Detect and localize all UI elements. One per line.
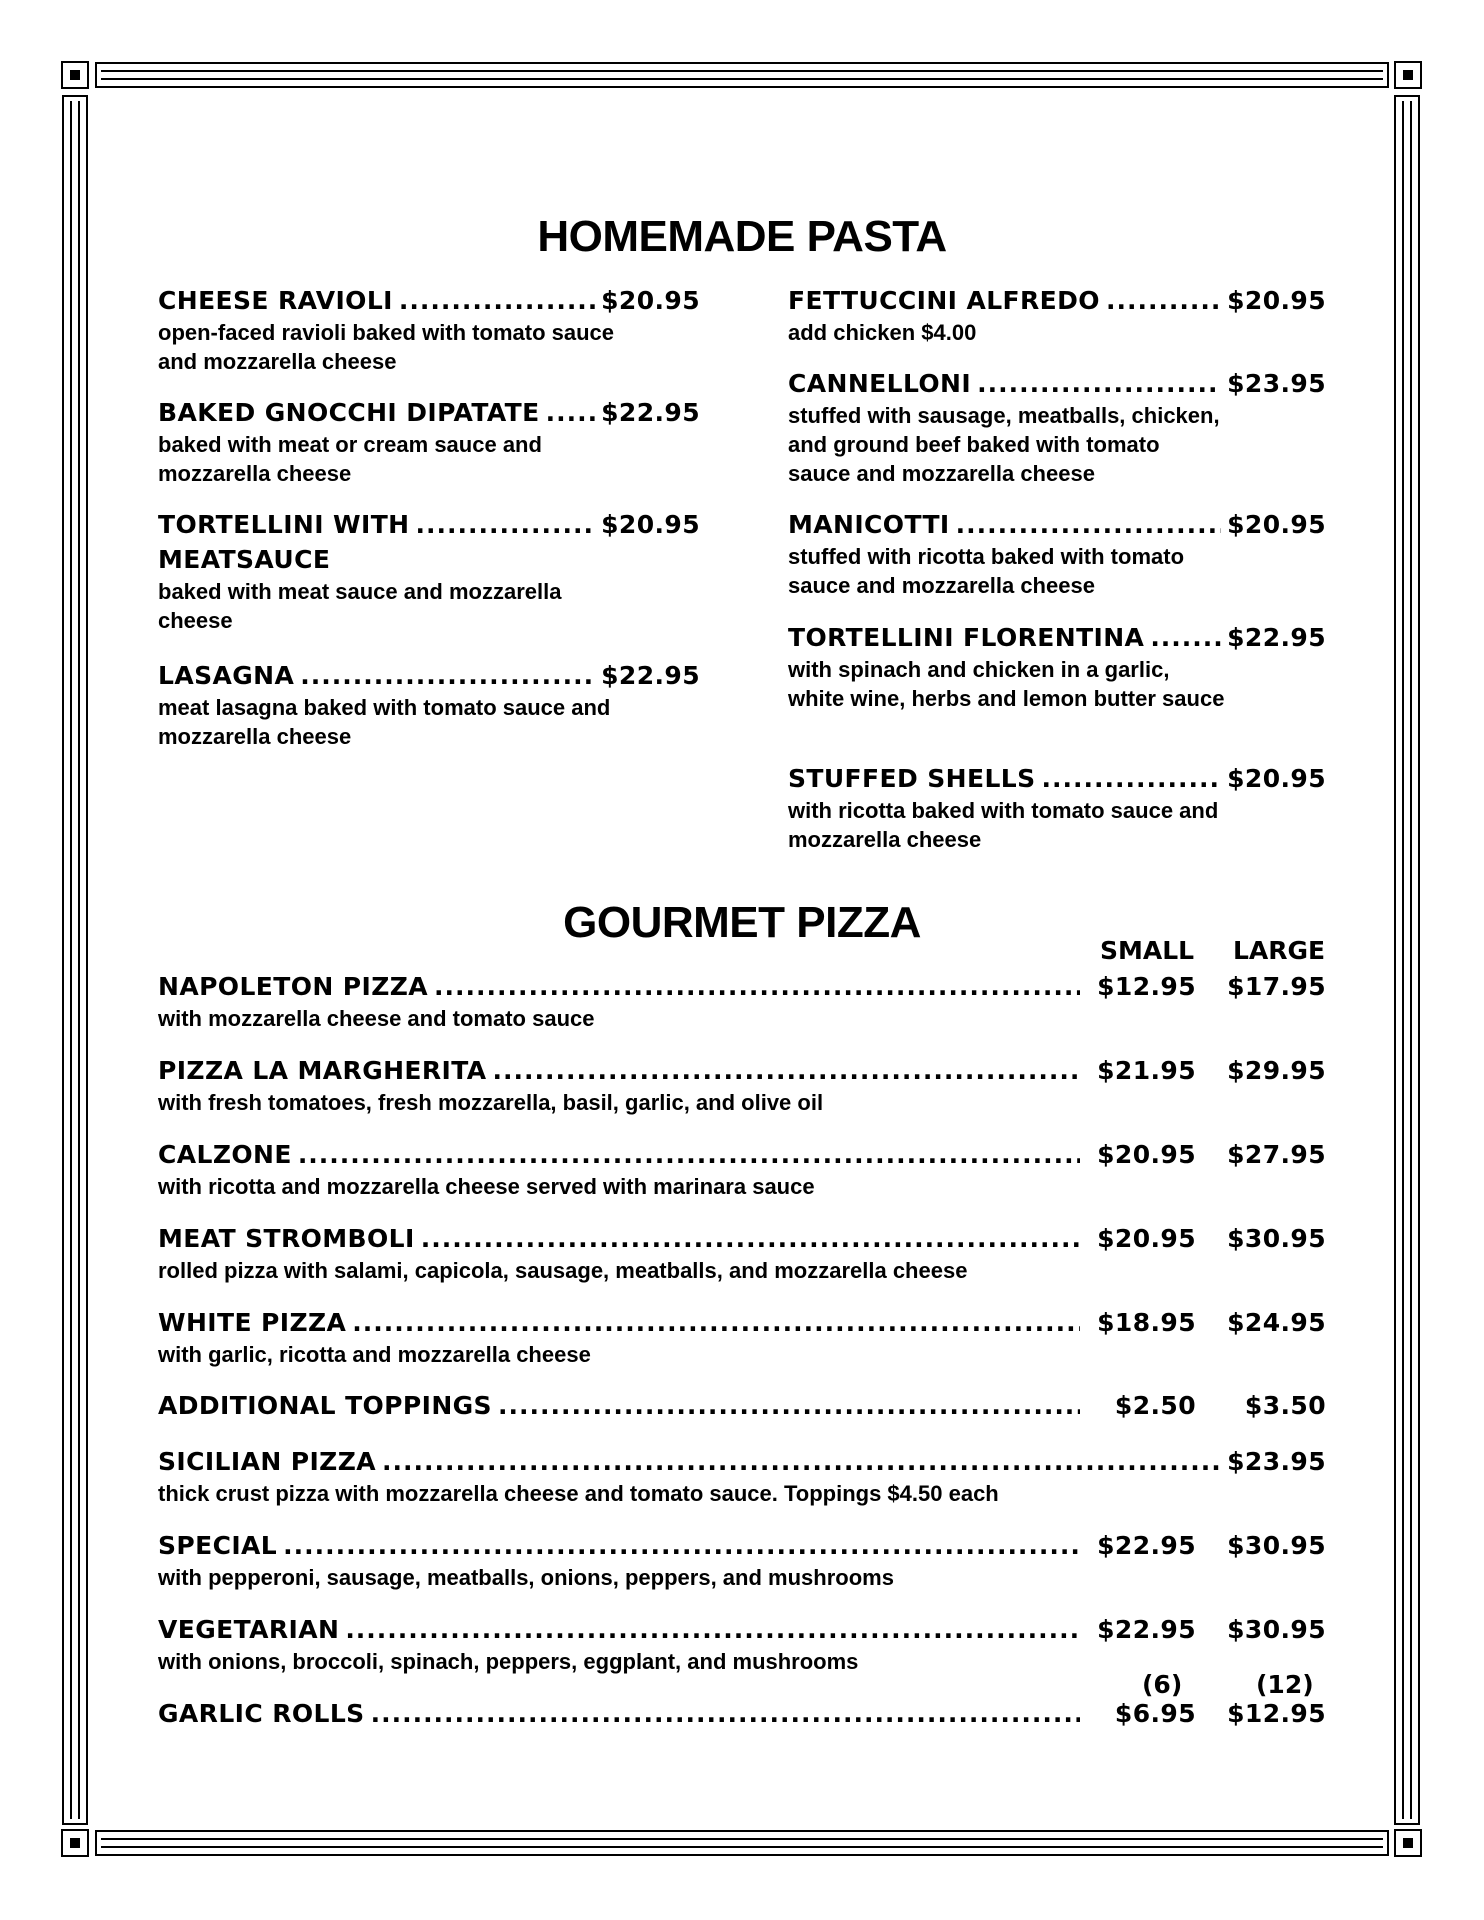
dot-leader	[283, 1531, 1080, 1560]
item-name: TORTELLINI FLORENTINA	[788, 623, 1145, 652]
small-price: $20.95	[1097, 1140, 1196, 1169]
item-price: $20.95	[601, 286, 700, 315]
item-name: FETTUCCINI ALFREDO	[788, 286, 1100, 315]
item-price: $22.95	[601, 661, 700, 690]
frame-left-inner	[70, 101, 80, 1819]
large-price: $30.95	[1227, 1531, 1326, 1560]
item-description: with onions, broccoli, spinach, peppers, eggplant, and mushrooms	[158, 1649, 859, 1674]
item-name-continued: MEATSAUCE	[158, 545, 331, 574]
menu-item-tortellini-florentina	[788, 623, 1326, 713]
frame-top-inner	[101, 70, 1383, 80]
small-price: $6.95	[1114, 1699, 1196, 1728]
item-name: BAKED GNOCCHI DIPATATE	[158, 398, 540, 427]
garlic-rolls-small-count: (6)	[1142, 1670, 1183, 1699]
item-description: open-faced ravioli baked with tomato sauce and mozzarella cheese	[158, 320, 614, 374]
frame-corner-top-left	[61, 61, 89, 89]
item-name: TORTELLINI WITH	[158, 510, 410, 539]
large-price: $12.95	[1227, 1699, 1326, 1728]
item-price: $23.95	[1227, 369, 1326, 398]
item-description: add chicken $4.00	[788, 320, 977, 345]
pizza-item	[158, 1308, 1326, 1369]
small-price: $21.95	[1097, 1056, 1196, 1085]
menu-item-baked-gnocchi	[158, 398, 700, 488]
large-price: $23.95	[1227, 1447, 1326, 1476]
item-name: MEAT STROMBOLI	[158, 1224, 415, 1253]
pizza-item	[158, 1391, 1326, 1420]
menu-item-fettuccini-alfredo	[788, 286, 1326, 347]
frame-bottom-inner	[101, 1838, 1383, 1848]
menu-item-cannelloni	[788, 369, 1326, 488]
item-description: with ricotta baked with tomato sauce and mozzarella cheese	[788, 798, 1219, 852]
small-price: $22.95	[1097, 1615, 1196, 1644]
item-description: with pepperoni, sausage, meatballs, onions, peppers, and mushrooms	[158, 1565, 894, 1590]
item-name: ADDITIONAL TOPPINGS	[158, 1391, 492, 1420]
item-price: $20.95	[1227, 510, 1326, 539]
item-name: WHITE PIZZA	[158, 1308, 347, 1337]
menu-item-lasagna	[158, 661, 700, 751]
dot-leader	[352, 1308, 1080, 1337]
item-name: NAPOLETON PIZZA	[158, 972, 429, 1001]
frame-right-inner	[1402, 101, 1412, 1819]
dot-leader	[434, 972, 1080, 1001]
item-name: CHEESE RAVIOLI	[158, 286, 393, 315]
large-price: $27.95	[1227, 1140, 1326, 1169]
item-description: baked with meat sauce and mozzarella cheese	[158, 579, 562, 633]
pasta-section-title: HOMEMADE PASTA	[537, 212, 947, 261]
pizza-item	[158, 1615, 1326, 1676]
item-description: rolled pizza with salami, capicola, sausage, meatballs, and mozzarella cheese	[158, 1258, 968, 1283]
item-description: meat lasagna baked with tomato sauce and mozzarella cheese	[158, 695, 611, 749]
pizza-item	[158, 1056, 1326, 1117]
item-price: $20.95	[1227, 764, 1326, 793]
frame-corner-top-right	[1394, 61, 1422, 89]
garlic-rolls-large-count: (12)	[1256, 1670, 1314, 1699]
item-description: with garlic, ricotta and mozzarella cheese	[158, 1342, 591, 1367]
dot-leader	[421, 1224, 1080, 1253]
item-name: LASAGNA	[158, 661, 295, 690]
item-name: CANNELLONI	[788, 369, 972, 398]
menu-item-stuffed-shells	[788, 764, 1326, 854]
large-price: $17.95	[1227, 972, 1326, 1001]
item-description: thick crust pizza with mozzarella cheese and tomato sauce. Toppings $4.50 each	[158, 1481, 999, 1506]
pizza-item	[158, 972, 1326, 1033]
item-name: STUFFED SHELLS	[788, 764, 1036, 793]
item-price: $22.95	[1227, 623, 1326, 652]
item-name: SICILIAN PIZZA	[158, 1447, 376, 1476]
large-price: $30.95	[1227, 1224, 1326, 1253]
dot-leader	[498, 1391, 1080, 1420]
large-price: $24.95	[1227, 1308, 1326, 1337]
large-price: $3.50	[1244, 1391, 1326, 1420]
dot-leader	[345, 1615, 1080, 1644]
pizza-item	[158, 1531, 1326, 1592]
item-name: MANICOTTI	[788, 510, 950, 539]
frame-corner-bottom-left	[61, 1829, 89, 1857]
small-price: $18.95	[1097, 1308, 1196, 1337]
item-description: with fresh tomatoes, fresh mozzarella, basil, garlic, and olive oil	[158, 1090, 824, 1115]
item-description: stuffed with ricotta baked with tomato sauce and mozzarella cheese	[788, 544, 1185, 598]
item-price: $20.95	[601, 510, 700, 539]
dot-leader	[298, 1140, 1080, 1169]
dot-leader	[493, 1056, 1080, 1085]
menu-item-tortellini-meatsauce	[158, 510, 700, 635]
item-name: GARLIC ROLLS	[158, 1699, 365, 1728]
item-price: $20.95	[1227, 286, 1326, 315]
dot-leader	[371, 1699, 1080, 1728]
item-description: with ricotta and mozzarella cheese served with marinara sauce	[158, 1174, 815, 1199]
pizza-section-title: GOURMET PIZZA	[563, 898, 921, 947]
pizza-item	[158, 1224, 1326, 1285]
large-column-header: LARGE	[1233, 936, 1326, 965]
small-price: $22.95	[1097, 1531, 1196, 1560]
menu-item-manicotti	[788, 510, 1326, 600]
small-price: $2.50	[1114, 1391, 1196, 1420]
menu-item-cheese-ravioli	[158, 286, 700, 376]
small-price: $12.95	[1097, 972, 1196, 1001]
pizza-item	[158, 1699, 1326, 1728]
dot-leader	[382, 1447, 1221, 1476]
item-name: VEGETARIAN	[158, 1615, 340, 1644]
item-name: CALZONE	[158, 1140, 292, 1169]
small-column-header: SMALL	[1100, 936, 1195, 965]
small-price: $20.95	[1097, 1224, 1196, 1253]
pizza-item	[158, 1447, 1326, 1508]
item-price: $22.95	[601, 398, 700, 427]
frame-corner-bottom-right	[1394, 1829, 1422, 1857]
item-description: stuffed with sausage, meatballs, chicken, and ground beef baked with tomato sauce and mozzarella cheese	[788, 403, 1220, 486]
item-name: PIZZA LA MARGHERITA	[158, 1056, 487, 1085]
item-description: baked with meat or cream sauce and mozzarella cheese	[158, 432, 542, 486]
pizza-item	[158, 1140, 1326, 1201]
item-name: SPECIAL	[158, 1531, 278, 1560]
large-price: $29.95	[1227, 1056, 1326, 1085]
large-price: $30.95	[1227, 1615, 1326, 1644]
item-description: with spinach and chicken in a garlic, white wine, herbs and lemon butter sauce	[788, 657, 1225, 711]
item-description: with mozzarella cheese and tomato sauce	[158, 1006, 595, 1031]
